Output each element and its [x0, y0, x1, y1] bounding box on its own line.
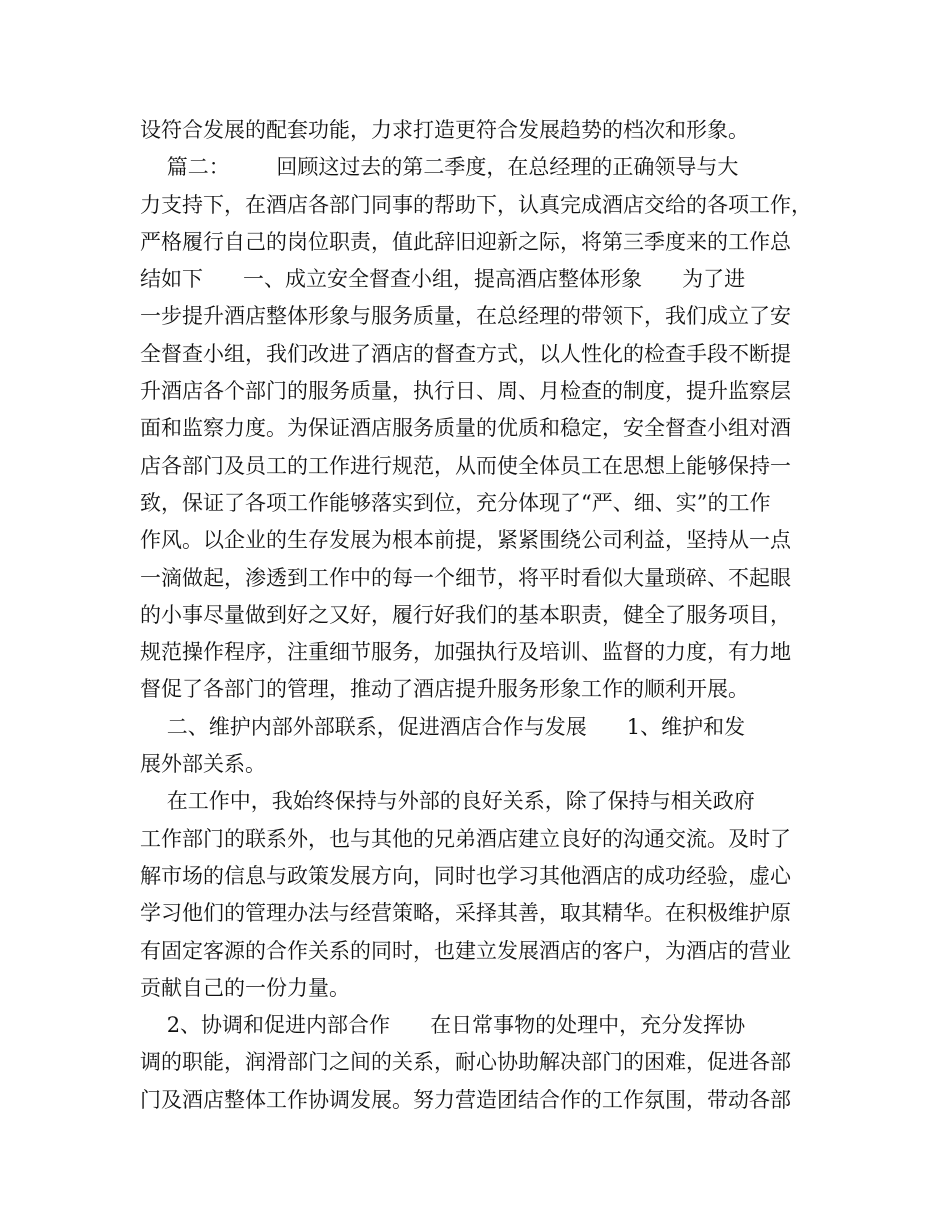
text-line: 督促了各部门的管理，推动了酒店提升服务形象工作的顺利开展。 [140, 677, 749, 702]
text-line: 设符合发展的配套功能，力求打造更符合发展趋势的档次和形象。 [140, 118, 749, 142]
text-line: 在工作中，我始终保持与外部的良好关系，除了保持与相关政府 [140, 789, 755, 814]
text-line: 有固定客源的合作关系的同时，也建立发展酒店的客户，为酒店的营业 [140, 938, 791, 963]
text-line: 工作部门的联系外，也与其他的兄弟酒店建立良好的沟通交流。及时了 [140, 826, 791, 851]
text-line: 严格履行自己的岗位职责，值此辞旧迎新之际，将第三季度来的工作总 [140, 229, 791, 254]
text-line: 面和监察力度。为保证酒店服务质量的优质和稳定，安全督查小组对酒 [140, 416, 791, 441]
text-line: 的小事尽量做到好之又好，履行好我们的基本职责，健全了服务项目， [140, 602, 791, 627]
text-line: 解市场的信息与政策发展方向，同时也学习其他酒店的成功经验，虚心 [140, 863, 791, 888]
text-line: 展外部关系。 [140, 752, 266, 777]
text-line: 贡献自己的一份力量。 [140, 975, 350, 1000]
text-line: 门及酒店整体工作协调发展。努力营造团结合作的工作氛围，带动各部 [140, 1087, 791, 1112]
text-line: 篇二： 回顾这过去的第二季度，在总经理的正确领导与大 [140, 155, 739, 180]
text-line: 规范操作程序，注重细节服务，加强执行及培训、监督的力度，有力地 [140, 640, 791, 665]
document-body [140, 112, 820, 1119]
text-line: 调的职能，润滑部门之间的关系，耐心协助解决部门的困难，促进各部 [140, 1050, 791, 1075]
text-line: 二、维护内部外部联系，促进酒店合作与发展 1、维护和发 [140, 714, 746, 739]
text-line: 力支持下，在酒店各部门同事的帮助下，认真完成酒店交给的各项工作， [140, 192, 812, 217]
text-line: 一步提升酒店整体形象与服务质量，在总经理的带领下，我们成立了安 [140, 304, 791, 329]
text-line: 结如下 一、成立安全督查小组，提高酒店整体形象 为了进 [140, 267, 746, 292]
text-line: 2、协调和促进内部合作 在日常事物的处理中，充分发挥协 [140, 1013, 746, 1038]
text-line: 一滴做起，渗透到工作中的每一个细节，将平时看似大量琐碎、不起眼 [140, 565, 791, 590]
text-line: 致，保证了各项工作能够落实到位，充分体现了“严、细、实”的工作 [140, 490, 771, 515]
text-line: 升酒店各个部门的服务质量，执行日、周、月检查的制度，提升监察层 [140, 379, 791, 404]
text-line: 学习他们的管理办法与经营策略，采择其善，取其精华。在积极维护原 [140, 901, 791, 926]
text-line: 店各部门及员工的工作进行规范，从而使全体员工在思想上能够保持一 [140, 453, 791, 478]
text-line: 作风。以企业的生存发展为根本前提，紧紧围绕公司利益，坚持从一点 [140, 528, 791, 553]
text-line: 全督查小组，我们改进了酒店的督查方式，以人性化的检查手段不断提 [140, 341, 791, 366]
